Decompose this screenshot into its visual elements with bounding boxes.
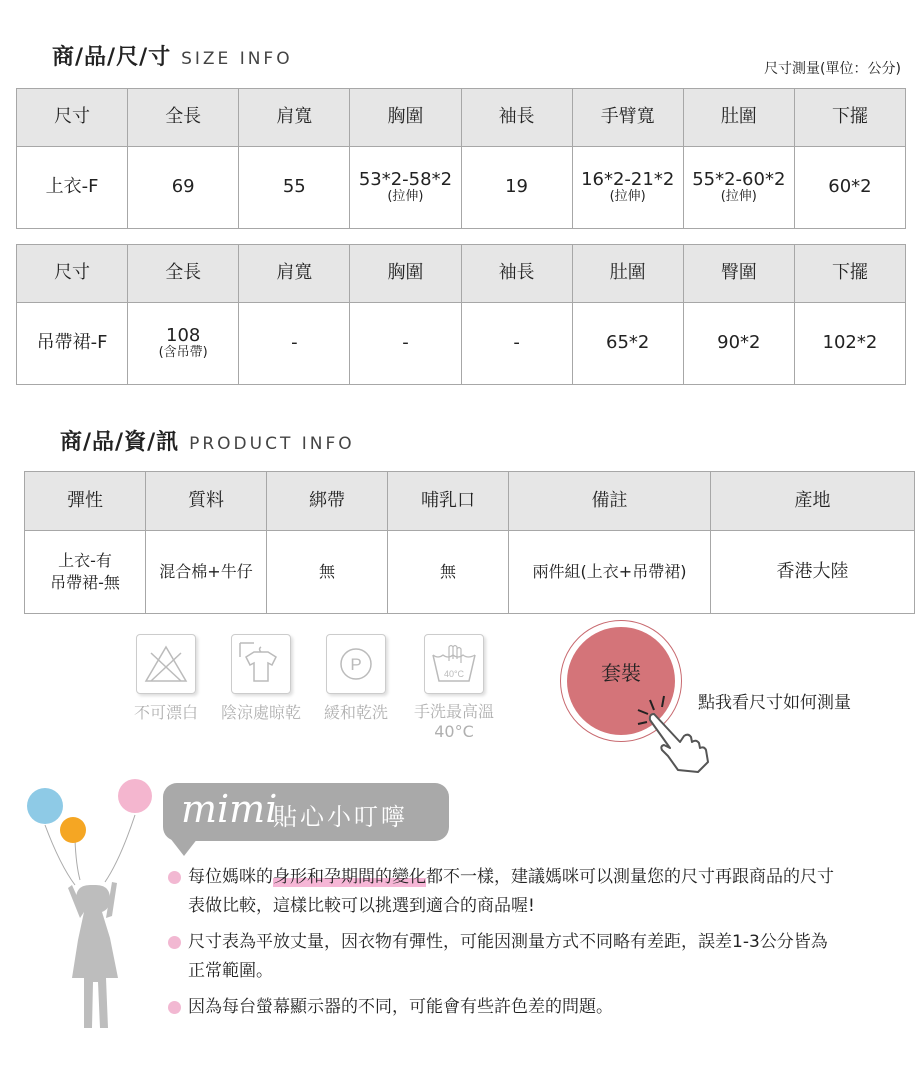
table-cell: 65*2 bbox=[572, 303, 683, 385]
cell-note: (含吊帶) bbox=[158, 345, 208, 361]
table-cell: 60*2 bbox=[794, 147, 905, 229]
care-hand-wash bbox=[408, 634, 500, 742]
care-gentle-dry bbox=[315, 634, 397, 723]
bubble-tail bbox=[170, 838, 198, 856]
table-cell: 69 bbox=[128, 147, 239, 229]
bullet-dot bbox=[168, 871, 181, 884]
table-cell: 53*2-58*2 (拉伸) bbox=[350, 147, 461, 229]
table-cell: 香港大陸 bbox=[711, 531, 915, 614]
tip-3: 因為每台螢幕顯示器的不同，可能會有些許色差的問題。 bbox=[188, 997, 613, 1017]
header-cell: 全長 bbox=[128, 89, 239, 147]
table-cell: 兩件組(上衣+吊帶裙) bbox=[509, 531, 711, 614]
table-row bbox=[25, 531, 915, 614]
table-cell: 108 (含吊帶) bbox=[128, 303, 239, 385]
table-cell: 16*2-21*2 (拉伸) bbox=[572, 147, 683, 229]
care-no-bleach bbox=[125, 634, 207, 723]
care-label: 不可漂白 bbox=[133, 703, 198, 722]
tip-1: 每位媽咪的身形和孕期間的變化都不一樣，建議媽咪可以測量您的尺寸再跟商品的尺寸 表做比較，這樣比較可以挑選到適合的商品喔! bbox=[188, 867, 834, 916]
header-cell: 彈性 bbox=[25, 472, 146, 531]
header-cell: 胸圍 bbox=[350, 89, 461, 147]
table-header-row bbox=[17, 89, 906, 147]
care-shade-dry bbox=[213, 634, 309, 723]
brand-mimi: mimi bbox=[181, 787, 278, 831]
top-size-table bbox=[16, 88, 906, 229]
header-cell: 全長 bbox=[128, 245, 239, 303]
header-cell: 尺寸 bbox=[17, 89, 128, 147]
header-cell: 肚圍 bbox=[572, 245, 683, 303]
set-badge-label: 套裝 bbox=[601, 660, 641, 685]
table-row bbox=[17, 303, 906, 385]
product-section-title bbox=[60, 425, 355, 456]
header-cell: 下擺 bbox=[794, 245, 905, 303]
bullet-dot bbox=[168, 936, 181, 949]
header-cell: 產地 bbox=[711, 472, 915, 531]
header-cell: 哺乳口 bbox=[388, 472, 509, 531]
header-cell: 胸圍 bbox=[350, 245, 461, 303]
table-cell: 混合棉+牛仔 bbox=[146, 531, 267, 614]
table-cell: 55 bbox=[239, 147, 350, 229]
header-cell: 尺寸 bbox=[17, 245, 128, 303]
care-label-temp: 40°C bbox=[434, 722, 474, 741]
temp-badge: 40°C bbox=[443, 669, 465, 679]
size-title-zh: 商/品/尺/寸 bbox=[52, 45, 172, 70]
cell-note: (拉伸) bbox=[387, 189, 424, 205]
header-cell: 綁帶 bbox=[267, 472, 388, 531]
header-cell: 手臂寬 bbox=[572, 89, 683, 147]
table-cell: 102*2 bbox=[794, 303, 905, 385]
tips-heading: 貼心小叮嚀 bbox=[273, 803, 408, 831]
svg-text:P: P bbox=[350, 655, 362, 674]
care-label: 陰涼處晾乾 bbox=[220, 703, 301, 722]
header-cell: 肩寬 bbox=[239, 245, 350, 303]
table-cell: - bbox=[461, 303, 572, 385]
care-label: 緩和乾洗 bbox=[323, 703, 388, 722]
header-cell: 袖長 bbox=[461, 245, 572, 303]
shade-dry-icon bbox=[231, 634, 291, 694]
product-title-en: PRODUCT INFO bbox=[189, 434, 355, 454]
table-cell: 吊帶裙-F bbox=[17, 303, 128, 385]
product-info-table bbox=[24, 471, 915, 614]
care-label: 手洗最高溫 bbox=[413, 702, 494, 721]
product-title-zh: 商/品/資/訊 bbox=[60, 430, 180, 455]
table-cell: - bbox=[350, 303, 461, 385]
unit-note: 尺寸測量(單位：公分) bbox=[764, 61, 901, 77]
table-cell: 上衣-有 吊帶裙-無 bbox=[25, 531, 146, 614]
header-cell: 肩寬 bbox=[239, 89, 350, 147]
measure-guide-link[interactable]: 點我看尺寸如何測量 bbox=[698, 693, 851, 713]
header-cell: 肚圍 bbox=[683, 89, 794, 147]
table-cell: 無 bbox=[267, 531, 388, 614]
header-cell: 下擺 bbox=[794, 89, 905, 147]
cell-note: (拉伸) bbox=[609, 189, 646, 205]
hand-wash-icon bbox=[424, 634, 484, 694]
table-row bbox=[17, 147, 906, 229]
size-section-title bbox=[52, 40, 293, 71]
table-cell: 無 bbox=[388, 531, 509, 614]
gentle-dry-icon bbox=[326, 634, 386, 694]
tips-heading-bubble bbox=[163, 783, 449, 841]
table-header-row bbox=[25, 472, 915, 531]
tip-2: 尺寸表為平放丈量，因衣物有彈性，可能因測量方式不同略有差距，誤差1-3公分皆為 正常範圍。 bbox=[188, 932, 828, 981]
header-cell: 臀圍 bbox=[683, 245, 794, 303]
table-cell: 90*2 bbox=[683, 303, 794, 385]
table-cell: 上衣-F bbox=[17, 147, 128, 229]
highlight-text: 身形和孕期間的變化 bbox=[273, 867, 426, 887]
size-title-en: SIZE INFO bbox=[181, 49, 293, 69]
header-cell: 質料 bbox=[146, 472, 267, 531]
table-cell: 55*2-60*2 (拉伸) bbox=[683, 147, 794, 229]
cell-note: (拉伸) bbox=[720, 189, 757, 205]
balloon-girl-illustration bbox=[20, 770, 160, 1060]
header-cell: 備註 bbox=[509, 472, 711, 531]
table-cell: - bbox=[239, 303, 350, 385]
table-cell: 19 bbox=[461, 147, 572, 229]
bullet-dot bbox=[168, 1001, 181, 1014]
header-cell: 袖長 bbox=[461, 89, 572, 147]
no-bleach-icon bbox=[136, 634, 196, 694]
table-header-row bbox=[17, 245, 906, 303]
skirt-size-table bbox=[16, 244, 906, 385]
